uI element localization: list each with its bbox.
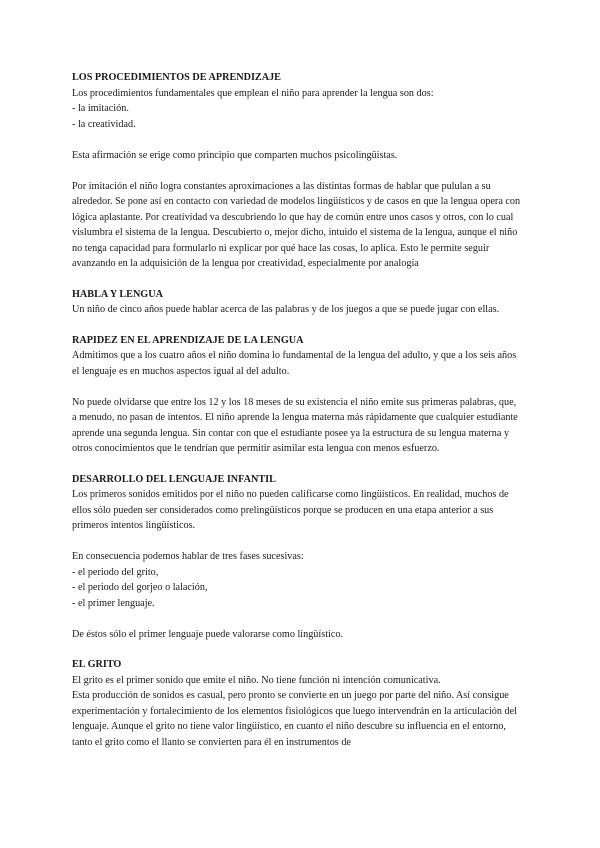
list-item: - el primer lenguaje. (72, 597, 155, 609)
paragraph: De éstos sólo el primer lenguaje puede valorarse como lingüístico. (72, 628, 344, 640)
section-habla-lengua (72, 287, 522, 318)
section-heading: EL GRITO (72, 659, 122, 670)
paragraph: Los primeros sonidos emitidos por el niño no pueden calificarse como lingüísticos. En realidad, muchos de ellos sólo pueden ser considerados como prelingüísticos porque se producen en una etapa anterior a sus primeros intentos lingüísticos. (72, 489, 509, 531)
bullet-list (72, 565, 522, 612)
list-item: - la creatividad. (72, 118, 136, 130)
list-item: - la imitación. (72, 103, 129, 114)
section-heading: HABLA Y LENGUA (72, 288, 163, 300)
section-heading: RAPIDEZ EN EL APRENDIZAJE DE LA LENGUA (72, 334, 304, 346)
paragraph: El grito es el primer sonido que emite el niño. No tiene función ni intención comunicativa. (72, 674, 441, 686)
paragraph: Esta afirmación se erige como principio que comparten muchos psicolingüistas. (72, 149, 398, 161)
paragraph: Esta producción de sonidos es casual, pero pronto se convierte en un juego por parte del niño. Así consigue experimentación y fortalecimiento de los elementos fisiológicos que luego intervendrán en la articulación del lenguaje. Aunque el grito no tiene valor lingüístico, en cuanto el niño descubre su influencia en el entorno, tanto el grito como el llanto se convierten para él en instrumentos de (72, 690, 517, 748)
section-procedimientos (72, 70, 522, 272)
paragraph: Los procedimientos fundamentales que emplean el niño para aprender la lengua son dos: (72, 87, 434, 99)
document-body (72, 70, 522, 765)
paragraph: Admitimos que a los cuatro años el niño domina lo fundamental de la lengua del adulto, y que a los seis años el lenguaje es en muchos aspectos igual al del adulto. (72, 350, 517, 377)
section-grito (72, 657, 522, 750)
paragraph: Por imitación el niño logra constantes aproximaciones a las distintas formas de hablar que pululan a su alrededor. Se pone así en contacto con variedad de modelos lingüísticos y de casos en que la lengua opera con lógica aplastante. Por creatividad va descubriendo lo que hay de común entre unos casos y otros, con lo cual vislumbra el sistema de la lengua. Descubierto o, mejor dicho, intuido el sistema de la lengua, aunque el niño no tenga capacidad para formularlo ni explicar por qué hace las cosas, lo aplica. Esto le permite seguir avanzando en la adquisición de la lengua por creatividad, especialmente por analogía (72, 180, 521, 269)
list-item: - el periodo del gorjeo o lalación, (72, 582, 208, 593)
paragraph: No puede olvidarse que entre los 12 y los 18 meses de su existencia el niño emite sus primeras palabras, que, a menudo, no pasan de intentos. El niño aprende la lengua materna más rápidamente que cualquier estudiante aprende una segunda lengua. Sin contar con que el estudiante posee ya la estructura de su lengua materna y otros conocimientos que le tendrían que permitir asimilar esta lengua con menos esfuerzo. (72, 396, 518, 454)
paragraph: Un niño de cinco años puede hablar acerca de las palabras y de los juegos a que se puede jugar con ellas. (72, 304, 500, 315)
section-heading: DESARROLLO DEL LENGUAJE INFANTIL (72, 473, 276, 485)
list-item: - el periodo del grito, (72, 566, 159, 578)
section-rapidez (72, 333, 522, 457)
bullet-list (72, 101, 522, 132)
paragraph: En consecuencia podemos hablar de tres fases sucesivas: (72, 551, 304, 562)
section-heading: LOS PROCEDIMIENTOS DE APRENDIZAJE (72, 72, 281, 83)
section-desarrollo (72, 472, 522, 643)
